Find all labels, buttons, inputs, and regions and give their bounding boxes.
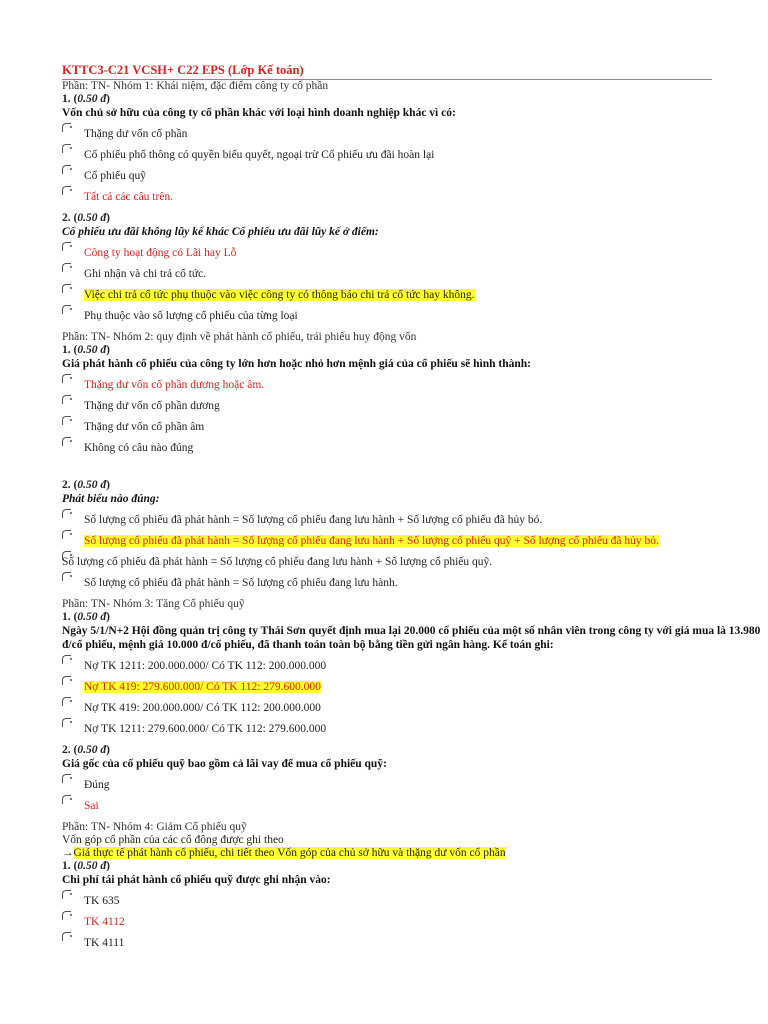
section-heading: Phần: TN- Nhóm 1: Khái niệm, đặc điểm công ty cổ phần xyxy=(62,80,329,92)
answer-option-label: Nợ TK 1211: 279.600.000/ Có TK 112: 279.600.000 xyxy=(84,723,327,735)
question-text: Chi phí tái phát hành cổ phiếu quỹ được ghi nhận vào: xyxy=(62,874,331,886)
quiz-content xyxy=(62,80,768,950)
answer-option-label: Thặng dư vốn cổ phần âm xyxy=(84,421,205,433)
answer-option[interactable] xyxy=(62,681,768,694)
radio-icon[interactable] xyxy=(62,530,73,541)
radio-icon[interactable] xyxy=(62,509,73,520)
radio-icon[interactable] xyxy=(62,284,73,295)
question-number xyxy=(62,212,768,225)
answer-option-label: Cổ phiếu phổ thông có quyền biểu quyết, ngoại trừ Cổ phiếu ưu đãi hoàn lại xyxy=(84,149,435,161)
radio-icon[interactable] xyxy=(62,890,73,901)
answer-option[interactable] xyxy=(62,421,768,434)
answer-option-label: Thặng dư vốn cổ phần dương hoặc âm. xyxy=(84,379,265,391)
answer-option[interactable] xyxy=(62,937,768,950)
answer-option[interactable] xyxy=(62,577,768,590)
section-heading: Phần: TN- Nhóm 2: quy định về phát hành cổ phiếu, trái phiếu huy động vốn xyxy=(62,331,417,343)
question-text: Vốn chủ sở hữu của công ty cổ phần khác với loại hình doanh nghiệp khác vì có: xyxy=(62,107,456,119)
answer-option-label: Số lượng cổ phiếu đã phát hành = Số lượng cổ phiếu đang lưu hành + Số lượng cổ phiếu quỹ + Số lượng cổ phiếu đã hủy bỏ. xyxy=(84,535,659,547)
page-title: KTTC3-C21 VCSH+ C22 EPS (Lớp Kế toán) xyxy=(62,63,304,77)
question-number xyxy=(62,611,768,624)
radio-icon[interactable] xyxy=(62,655,73,666)
section-heading: Phần: TN- Nhóm 3: Tăng Cổ phiếu quỹ xyxy=(62,598,245,610)
answer-option-label: Nợ TK 419: 200.000.000/ Có TK 112: 200.000.000 xyxy=(84,702,321,714)
answer-option[interactable] xyxy=(62,702,768,715)
radio-icon[interactable] xyxy=(62,911,73,922)
radio-icon[interactable] xyxy=(62,774,73,785)
answer-option[interactable] xyxy=(62,442,768,455)
question-number-close: ) xyxy=(106,860,110,872)
answer-option-label: Số lượng cổ phiếu đã phát hành = Số lượng cổ phiếu đang lưu hành + Số lượng cổ phiếu đã hủy bỏ. xyxy=(84,514,543,526)
question-number-label: 1. ( xyxy=(62,611,78,623)
answer-option-label: Thặng dư vốn cổ phần xyxy=(84,128,188,140)
spacer xyxy=(62,463,768,479)
answer-option-label: Phụ thuộc vào số lượng cổ phiếu của từng loại xyxy=(84,310,298,322)
answer-option-label: Sai xyxy=(84,800,99,812)
arrow-right-icon: → xyxy=(62,847,74,859)
answer-option[interactable] xyxy=(62,268,768,281)
answer-option-label: Công ty hoạt động có Lãi hay Lỗ xyxy=(84,247,237,259)
radio-icon[interactable] xyxy=(62,186,73,197)
question-number-label: 1. ( xyxy=(62,93,78,105)
radio-icon[interactable] xyxy=(62,144,73,155)
answer-option[interactable] xyxy=(62,514,768,527)
answer-option[interactable] xyxy=(62,128,768,141)
answer-option[interactable] xyxy=(62,535,768,548)
radio-icon[interactable] xyxy=(62,676,73,687)
question-number xyxy=(62,344,768,357)
question-number-label: 1. ( xyxy=(62,860,78,872)
question-number xyxy=(62,93,768,106)
question-number-close: ) xyxy=(106,344,110,356)
radio-icon[interactable] xyxy=(62,263,73,274)
answer-option-label: TK 4111 xyxy=(84,937,125,949)
radio-icon[interactable] xyxy=(62,795,73,806)
answer-option-label: Ghi nhận và chi trả cổ tức. xyxy=(84,268,207,280)
question-number-close: ) xyxy=(106,479,110,491)
radio-icon[interactable] xyxy=(62,932,73,943)
answer-option[interactable] xyxy=(62,779,768,792)
arrow-note-text: Giá thực tế phát hành cổ phiếu, chi tiết theo Vốn góp của chủ sở hữu và thặng dư vốn cổ phần xyxy=(73,847,506,859)
answer-option[interactable] xyxy=(62,400,768,413)
answer-option-label: Tất cả các câu trên. xyxy=(84,191,174,203)
question-number-label: 2. ( xyxy=(62,744,78,756)
question-text: Ngày 5/1/N+2 Hội đồng quản trị công ty Thái Sơn quyết định mua lại 20.000 cổ phiếu của một số nhân viên trong công ty với giá mua là 13.980 đ/cổ phiếu, mệnh giá 10.000 đ/cổ phiếu, đã thanh toán toàn bộ bằng tiền gửi ngân hàng. Kế toán ghi: xyxy=(62,625,761,651)
answer-option[interactable] xyxy=(62,191,768,204)
answer-option[interactable] xyxy=(62,289,768,302)
answer-option[interactable] xyxy=(62,660,768,673)
plain-text: Số lượng cổ phiếu đã phát hành = Số lượng cổ phiếu đang lưu hành + Số lượng cổ phiếu quỹ. xyxy=(62,556,493,568)
radio-icon[interactable] xyxy=(62,242,73,253)
question-number-label: 1. ( xyxy=(62,344,78,356)
answer-option[interactable] xyxy=(62,895,768,908)
question-number xyxy=(62,744,768,757)
answer-option-label: Cổ phiếu quỹ xyxy=(84,170,146,182)
question-text: Giá gốc của cổ phiếu quỹ bao gồm cả lãi vay để mua cổ phiếu quỹ: xyxy=(62,758,387,770)
radio-icon[interactable] xyxy=(62,165,73,176)
arrow-note xyxy=(62,847,768,860)
answer-option-label: Số lượng cổ phiếu đã phát hành = Số lượng cổ phiếu đang lưu hành. xyxy=(84,577,398,589)
radio-icon[interactable] xyxy=(62,572,73,583)
plain-text: Vốn góp cổ phần của các cổ đông được ghi theo xyxy=(62,834,284,846)
answer-option[interactable] xyxy=(62,379,768,392)
answer-option[interactable] xyxy=(62,247,768,260)
radio-icon[interactable] xyxy=(62,305,73,316)
question-number-close: ) xyxy=(106,93,110,105)
answer-option[interactable] xyxy=(62,170,768,183)
question-score: 0.50 đ xyxy=(77,212,107,224)
question-text: Phát biểu nào đúng: xyxy=(62,493,160,505)
question-number-label: 2. ( xyxy=(62,212,78,224)
radio-icon[interactable] xyxy=(62,437,73,448)
answer-option-label: Việc chi trả cổ tức phụ thuộc vào việc công ty có thông báo chi trả cổ tức hay không. xyxy=(84,289,475,301)
radio-icon[interactable] xyxy=(62,374,73,385)
answer-option[interactable] xyxy=(62,800,768,813)
radio-icon[interactable] xyxy=(62,395,73,406)
question-number-label: 2. ( xyxy=(62,479,78,491)
answer-option[interactable] xyxy=(62,723,768,736)
question-number-close: ) xyxy=(106,212,110,224)
question-number-close: ) xyxy=(106,744,110,756)
question-number xyxy=(62,479,768,492)
answer-option-label: Nợ TK 1211: 200.000.000/ Có TK 112: 200.000.000 xyxy=(84,660,327,672)
question-score: 0.50 đ xyxy=(77,93,107,105)
answer-option-label: Không có câu nào đúng xyxy=(84,442,194,454)
answer-option-label: TK 635 xyxy=(84,895,120,907)
question-score: 0.50 đ xyxy=(77,479,107,491)
question-score: 0.50 đ xyxy=(77,611,107,623)
answer-option-label: Thặng dư vốn cổ phần dương xyxy=(84,400,220,412)
question-score: 0.50 đ xyxy=(77,744,107,756)
answer-option[interactable] xyxy=(62,916,768,929)
radio-icon[interactable] xyxy=(62,416,73,427)
question-number xyxy=(62,860,768,873)
answer-option-label: Đúng xyxy=(84,779,110,791)
radio-icon[interactable] xyxy=(62,697,73,708)
radio-icon[interactable] xyxy=(62,551,73,562)
radio-icon[interactable] xyxy=(62,123,73,134)
question-score: 0.50 đ xyxy=(77,860,107,872)
answer-option[interactable] xyxy=(62,149,768,162)
radio-icon[interactable] xyxy=(62,718,73,729)
answer-option-label: TK 4112 xyxy=(84,916,125,928)
section-heading: Phần: TN- Nhóm 4: Giảm Cổ phiếu quỹ xyxy=(62,821,247,833)
answer-option[interactable] xyxy=(62,310,768,323)
question-number-close: ) xyxy=(106,611,110,623)
answer-option-label: Nợ TK 419: 279.600.000/ Có TK 112: 279.600.000 xyxy=(84,681,321,693)
question-text: Cổ phiếu ưu đãi không lũy kế khác Cổ phiếu ưu đãi lũy kế ở điểm: xyxy=(62,226,379,238)
document-page xyxy=(62,63,768,958)
question-text: Giá phát hành cổ phiếu của công ty lớn hơn hoặc nhỏ hơn mệnh giá của cổ phiếu sẽ hình thành: xyxy=(62,358,532,370)
question-score: 0.50 đ xyxy=(77,344,107,356)
